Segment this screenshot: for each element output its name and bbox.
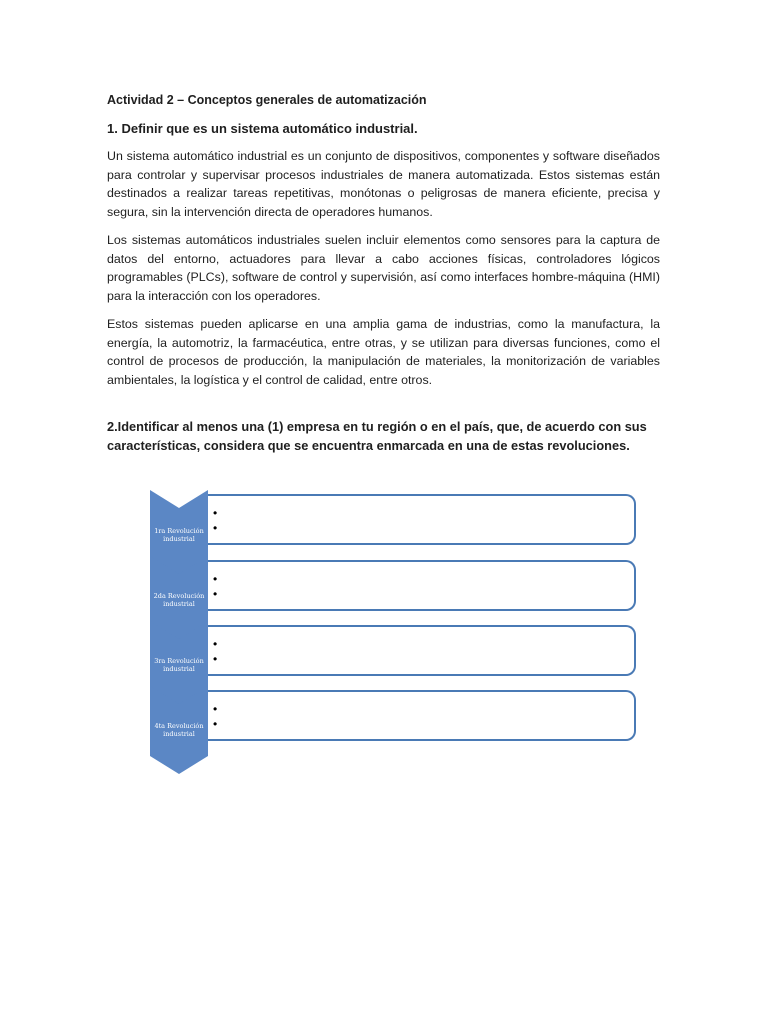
- stage-label-1: [150, 527, 208, 543]
- stage-box-3: [207, 625, 636, 676]
- stage-label-line: 2da Revolución: [153, 592, 205, 600]
- bullet-item: •: [213, 702, 218, 716]
- bullet-item: •: [213, 587, 218, 601]
- bullet-item: •: [213, 572, 218, 586]
- stage-box-1: [207, 494, 636, 545]
- bullet-item: •: [213, 652, 218, 666]
- paragraph-2: Los sistemas automáticos industriales suelen incluir elementos como sensores para la captura de datos del entorno, actuadores para llevar a cabo acciones físicas, controladores lógicos programables (PLCs), software de control y supervisión, así como interfaces hombre-máquina (HMI) para la interacción con los operadores.: [107, 233, 660, 303]
- paragraph-1: Un sistema automático industrial es un conjunto de dispositivos, componentes y software diseñados para controlar y supervisar procesos industriales de manera automatizada. Estos sistemas están destinados a realizar tareas repetitivas, monótonas o peligrosas de manera eficiente, precisa y segura, sin la intervención directa de operadores humanos.: [107, 149, 660, 219]
- stage-label-3: [150, 657, 208, 673]
- stage-box-2: [207, 560, 636, 611]
- stage-label-2: [150, 592, 208, 608]
- bullet-list: [213, 506, 217, 536]
- bullet-list: [213, 637, 217, 667]
- bullet-list: [213, 702, 217, 732]
- stage-label-line: industrial: [163, 730, 195, 738]
- bullet-list: [213, 572, 217, 602]
- stage-label-line: 4ta Revolución: [154, 722, 204, 730]
- stage-label-line: industrial: [163, 665, 195, 673]
- question-2: 2.Identificar al menos una (1) empresa en tu región o en el país, que, de acuerdo con sus características, considera que se encuentra enmarcada en una de estas revoluciones.: [107, 419, 647, 453]
- paragraph-3: Estos sistemas pueden aplicarse en una amplia gama de industrias, como la manufactura, la energía, la automotriz, la farmacéutica, entre otras, y se utilizan para diversas funciones, como el control de procesos de producción, la manipulación de materiales, la monitorización de variables ambientales, la logística y el control de calidad, entre otros.: [107, 317, 660, 387]
- revolutions-diagram: [150, 490, 640, 780]
- bullet-item: •: [213, 506, 218, 520]
- stage-label-line: 1ra Revolución: [154, 527, 204, 535]
- stage-label-line: 3ra Revolución: [154, 657, 204, 665]
- document-body: [107, 91, 660, 455]
- bullet-item: •: [213, 637, 218, 651]
- stage-label-line: industrial: [163, 600, 195, 608]
- bullet-item: •: [213, 521, 218, 535]
- question-1: 1. Definir que es un sistema automático industrial.: [107, 121, 418, 136]
- bullet-item: •: [213, 717, 218, 731]
- stage-label-line: industrial: [163, 535, 195, 543]
- stage-label-4: [150, 722, 208, 738]
- document-title: Actividad 2 – Conceptos generales de automatización: [107, 93, 427, 107]
- stage-box-4: [207, 690, 636, 741]
